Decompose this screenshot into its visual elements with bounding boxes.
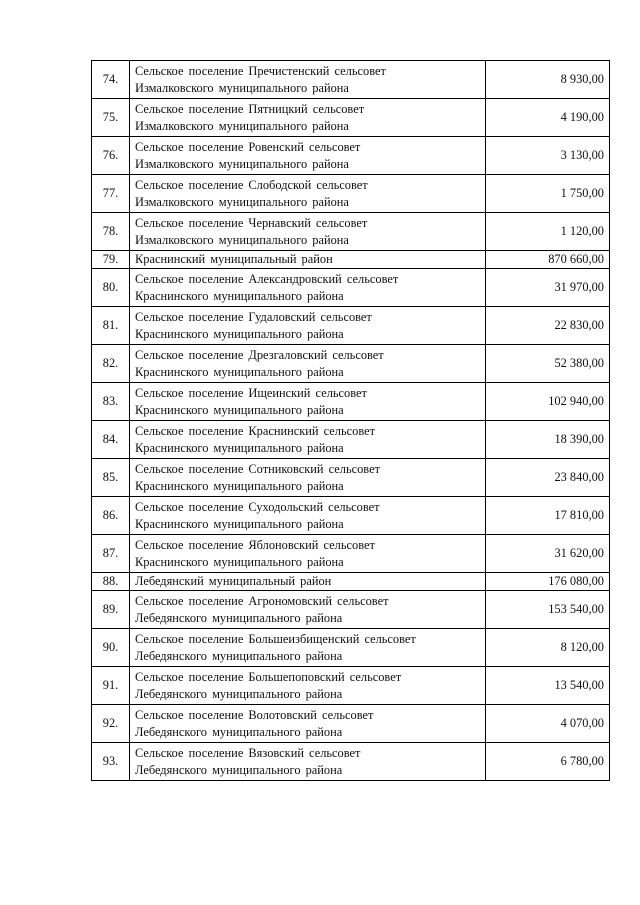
row-name — [130, 535, 486, 573]
row-amount: 870 660,00 — [486, 251, 610, 269]
row-name — [130, 459, 486, 497]
row-name-line1: Лебедянский муниципальный район — [135, 574, 332, 588]
table-row — [92, 591, 610, 629]
row-name-line2: Краснинского муниципального района — [135, 364, 344, 379]
row-number: 82. — [92, 345, 130, 383]
table-row — [92, 421, 610, 459]
row-name-line1: Сельское поселение Ищеинский сельсовет — [135, 385, 367, 400]
row-name-line1: Сельское поселение Агрономовский сельсовет — [135, 593, 389, 608]
row-number: 81. — [92, 307, 130, 345]
row-amount: 31 970,00 — [486, 269, 610, 307]
table-body — [92, 61, 610, 781]
row-name-line1: Сельское поселение Волотовский сельсовет — [135, 707, 374, 722]
row-amount: 22 830,00 — [486, 307, 610, 345]
row-name — [130, 743, 486, 781]
row-number: 75. — [92, 99, 130, 137]
row-name — [130, 667, 486, 705]
row-name-line2: Измалковского муниципального района — [135, 156, 349, 171]
row-amount: 17 810,00 — [486, 497, 610, 535]
row-name — [130, 345, 486, 383]
row-name-line2: Лебедянского муниципального района — [135, 686, 343, 701]
table-row — [92, 535, 610, 573]
table-row — [92, 629, 610, 667]
row-name — [130, 591, 486, 629]
table-row — [92, 269, 610, 307]
row-name-line2: Краснинского муниципального района — [135, 402, 344, 417]
row-number: 74. — [92, 61, 130, 99]
row-name — [130, 629, 486, 667]
row-name-line1: Сельское поселение Большеизбищенский сельсовет — [135, 631, 416, 646]
table-row — [92, 175, 610, 213]
row-amount: 4 190,00 — [486, 99, 610, 137]
row-number: 92. — [92, 705, 130, 743]
row-number: 85. — [92, 459, 130, 497]
table-row — [92, 61, 610, 99]
row-number: 89. — [92, 591, 130, 629]
row-name-line1: Сельское поселение Большепоповский сельсовет — [135, 669, 402, 684]
row-name-line2: Лебедянского муниципального района — [135, 724, 343, 739]
row-name-line1: Сельское поселение Чернавский сельсовет — [135, 215, 368, 230]
row-amount: 31 620,00 — [486, 535, 610, 573]
row-name-line2: Краснинского муниципального района — [135, 288, 344, 303]
row-name — [130, 497, 486, 535]
row-name-line2: Лебедянского муниципального района — [135, 762, 343, 777]
row-name — [130, 573, 486, 591]
row-amount: 23 840,00 — [486, 459, 610, 497]
row-name-line1: Сельское поселение Сотниковский сельсовет — [135, 461, 380, 476]
row-name — [130, 251, 486, 269]
row-name — [130, 307, 486, 345]
row-number: 80. — [92, 269, 130, 307]
table-row — [92, 743, 610, 781]
row-amount: 52 380,00 — [486, 345, 610, 383]
row-name — [130, 99, 486, 137]
row-name-line2: Лебедянского муниципального района — [135, 648, 343, 663]
row-number: 76. — [92, 137, 130, 175]
row-amount: 176 080,00 — [486, 573, 610, 591]
row-name — [130, 137, 486, 175]
row-name-line1: Сельское поселение Гудаловский сельсовет — [135, 309, 372, 324]
row-name — [130, 213, 486, 251]
table-row — [92, 345, 610, 383]
row-name — [130, 61, 486, 99]
row-name-line2: Измалковского муниципального района — [135, 194, 349, 209]
row-name-line1: Краснинский муниципальный район — [135, 252, 333, 266]
table-row — [92, 459, 610, 497]
table-row — [92, 573, 610, 591]
row-name-line1: Сельское поселение Краснинский сельсовет — [135, 423, 376, 438]
row-name — [130, 383, 486, 421]
table-row — [92, 383, 610, 421]
row-name-line1: Сельское поселение Яблоновский сельсовет — [135, 537, 375, 552]
row-number: 77. — [92, 175, 130, 213]
row-name-line2: Измалковского муниципального района — [135, 232, 349, 247]
row-number: 87. — [92, 535, 130, 573]
row-name-line1: Сельское поселение Александровский сельсовет — [135, 271, 399, 286]
row-amount: 8 930,00 — [486, 61, 610, 99]
row-amount: 3 130,00 — [486, 137, 610, 175]
row-name-line2: Краснинского муниципального района — [135, 326, 344, 341]
row-amount: 8 120,00 — [486, 629, 610, 667]
row-amount: 1 750,00 — [486, 175, 610, 213]
row-name — [130, 175, 486, 213]
table-row — [92, 307, 610, 345]
table-row — [92, 99, 610, 137]
table-row — [92, 251, 610, 269]
row-name-line2: Измалковского муниципального района — [135, 80, 349, 95]
row-number: 90. — [92, 629, 130, 667]
row-name-line2: Краснинского муниципального района — [135, 440, 344, 455]
row-amount: 153 540,00 — [486, 591, 610, 629]
table-row — [92, 705, 610, 743]
row-number: 79. — [92, 251, 130, 269]
table-row — [92, 497, 610, 535]
row-name-line2: Краснинского муниципального района — [135, 478, 344, 493]
row-amount: 13 540,00 — [486, 667, 610, 705]
row-name — [130, 269, 486, 307]
row-name-line1: Сельское поселение Слободской сельсовет — [135, 177, 368, 192]
row-name-line1: Сельское поселение Вязовский сельсовет — [135, 745, 361, 760]
row-number: 83. — [92, 383, 130, 421]
row-number: 78. — [92, 213, 130, 251]
row-number: 93. — [92, 743, 130, 781]
row-amount: 18 390,00 — [486, 421, 610, 459]
row-number: 86. — [92, 497, 130, 535]
row-amount: 4 070,00 — [486, 705, 610, 743]
table-row — [92, 213, 610, 251]
row-name — [130, 705, 486, 743]
row-number: 84. — [92, 421, 130, 459]
row-number: 91. — [92, 667, 130, 705]
row-name-line1: Сельское поселение Суходольский сельсовет — [135, 499, 380, 514]
row-amount: 102 940,00 — [486, 383, 610, 421]
row-amount: 1 120,00 — [486, 213, 610, 251]
row-name-line1: Сельское поселение Пречистенский сельсовет — [135, 63, 386, 78]
budget-allocation-table — [91, 60, 610, 781]
row-amount: 6 780,00 — [486, 743, 610, 781]
row-name-line2: Краснинского муниципального района — [135, 516, 344, 531]
row-number: 88. — [92, 573, 130, 591]
row-name-line1: Сельское поселение Дрезгаловский сельсовет — [135, 347, 384, 362]
row-name-line2: Лебедянского муниципального района — [135, 610, 343, 625]
table-row — [92, 667, 610, 705]
row-name-line2: Измалковского муниципального района — [135, 118, 349, 133]
row-name-line1: Сельское поселение Ровенский сельсовет — [135, 139, 361, 154]
row-name-line2: Краснинского муниципального района — [135, 554, 344, 569]
table-row — [92, 137, 610, 175]
row-name-line1: Сельское поселение Пятницкий сельсовет — [135, 101, 365, 116]
row-name — [130, 421, 486, 459]
